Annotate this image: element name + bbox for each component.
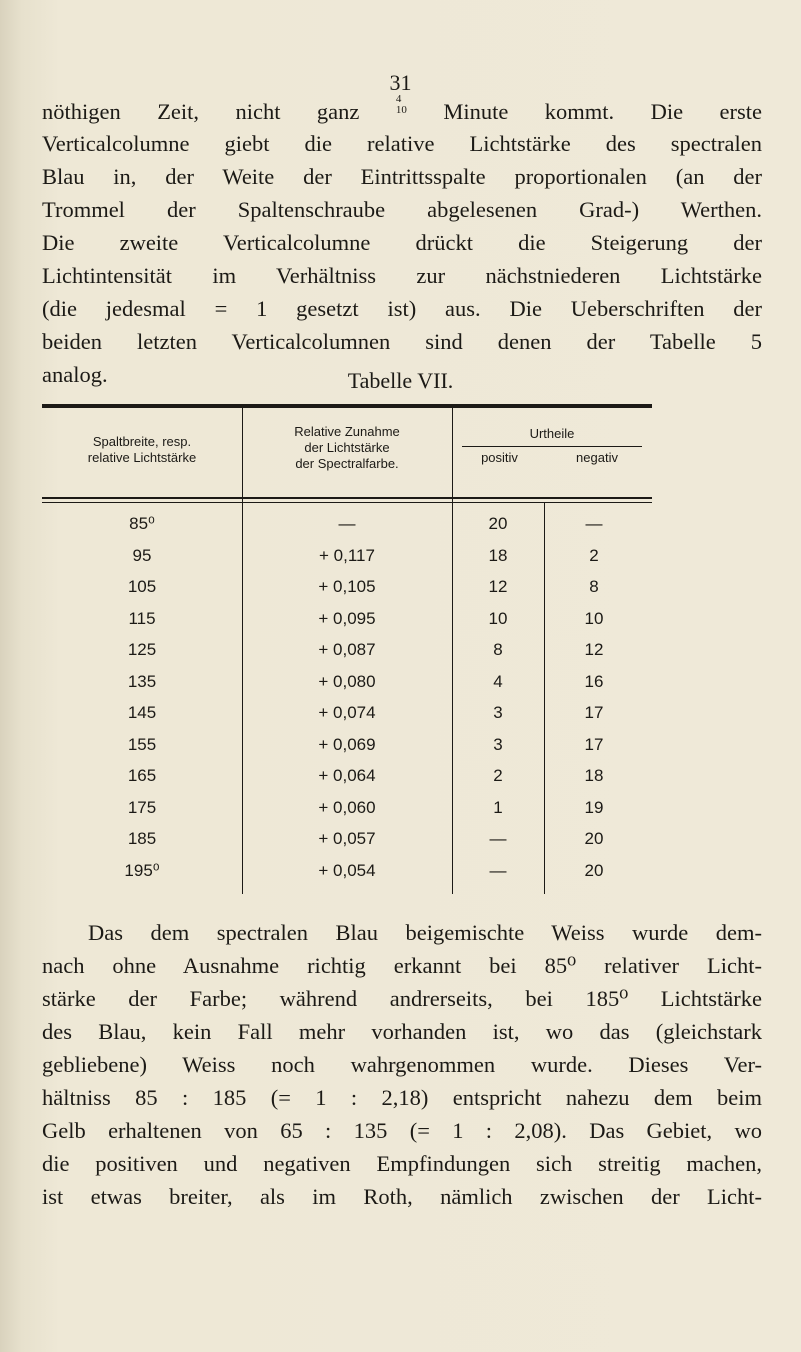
outro-paragraph bbox=[42, 916, 762, 1213]
cell-negativ: — bbox=[585, 514, 603, 533]
cell-negativ: 17 bbox=[584, 703, 604, 722]
cell-positiv: 2 bbox=[493, 766, 503, 785]
cell-positiv: — bbox=[489, 860, 507, 880]
intro-line: beiden letzten Verticalcolumnen sind denen der Tabelle 5 bbox=[42, 329, 762, 354]
intro-line: Blau in, der Weite der Eintrittsspalte proportionalen (an der bbox=[42, 164, 762, 189]
cell-zunahme: + 0,087 bbox=[318, 640, 376, 659]
cell-negativ: 2 bbox=[589, 545, 599, 565]
cell-negativ: 19 bbox=[584, 797, 604, 817]
header-text: Relative Zunahme bbox=[294, 424, 400, 439]
cell-zunahme: + 0,117 bbox=[319, 545, 375, 565]
cell-spaltbreite: 115 bbox=[128, 608, 156, 628]
table-row bbox=[42, 577, 652, 611]
cell-negativ: 18 bbox=[584, 766, 604, 785]
outro-line: stärke der Farbe; während andrerseits, bei 185⁰ Lichtstärke bbox=[42, 986, 762, 1011]
table-row bbox=[42, 861, 652, 895]
table-title: Tabelle VII. bbox=[347, 368, 454, 393]
intro-line: Verticalcolumne giebt die relative Lichtstärke des spectralen bbox=[42, 131, 762, 156]
cell-zunahme: — bbox=[338, 514, 356, 533]
cell-zunahme: + 0,064 bbox=[318, 766, 376, 785]
cell-zunahme: + 0,074 bbox=[318, 703, 376, 722]
table-row bbox=[42, 798, 652, 832]
cell-zunahme: + 0,095 bbox=[318, 608, 376, 628]
cell-spaltbreite: 165 bbox=[127, 766, 157, 785]
table-row bbox=[42, 640, 652, 674]
cell-positiv: 3 bbox=[493, 734, 503, 754]
cell-spaltbreite: 145 bbox=[127, 703, 157, 722]
cell-spaltbreite: 195⁰ bbox=[124, 860, 160, 880]
cell-zunahme: + 0,060 bbox=[318, 797, 376, 817]
cell-negativ: 10 bbox=[584, 608, 604, 628]
outro-line: gebliebene) Weiss noch wahrgenommen wurde. Dieses Ver- bbox=[42, 1052, 762, 1077]
cell-positiv: 1 bbox=[493, 797, 503, 817]
outro-line: Gelb erhaltenen von 65 : 135 (= 1 : 2,08). Das Gebiet, wo bbox=[42, 1118, 762, 1143]
table-row bbox=[42, 514, 652, 548]
header-spaltbreite bbox=[42, 434, 242, 466]
cell-negativ: 20 bbox=[584, 860, 604, 880]
intro-line: Die zweite Verticalcolumne drückt die Steigerung der bbox=[42, 230, 762, 255]
cell-spaltbreite: 135 bbox=[127, 671, 157, 691]
intro-paragraph bbox=[42, 94, 762, 391]
table-row bbox=[42, 766, 652, 800]
cell-spaltbreite: 175 bbox=[127, 797, 157, 817]
header-text: der Lichtstärke bbox=[304, 440, 390, 455]
cell-negativ: 17 bbox=[584, 734, 604, 754]
cell-zunahme: + 0,054 bbox=[318, 860, 376, 880]
cell-spaltbreite: 155 bbox=[127, 734, 157, 754]
table-row bbox=[42, 546, 652, 580]
cell-zunahme: + 0,080 bbox=[318, 671, 376, 691]
outro-line: die positiven und negativen Empfindungen sich streitig machen, bbox=[42, 1151, 762, 1176]
table-row bbox=[42, 829, 652, 863]
table-header-rule bbox=[42, 497, 652, 499]
cell-negativ: 20 bbox=[584, 829, 604, 848]
intro-line: analog. bbox=[42, 362, 108, 387]
cell-zunahme: + 0,057 bbox=[318, 829, 376, 848]
cell-negativ: 12 bbox=[584, 640, 604, 659]
cell-positiv: 20 bbox=[488, 514, 508, 533]
cell-spaltbreite: 125 bbox=[127, 640, 157, 659]
outro-line: hältniss 85 : 185 (= 1 : 2,18) entspricht nahezu dem beim bbox=[42, 1085, 762, 1110]
cell-zunahme: + 0,069 bbox=[318, 734, 376, 754]
cell-positiv: 8 bbox=[493, 640, 503, 659]
outro-line: des Blau, kein Fall mehr vorhanden ist, wo das (gleichstark bbox=[42, 1019, 762, 1044]
fraction bbox=[396, 94, 407, 116]
cell-positiv: 18 bbox=[488, 545, 508, 565]
cell-spaltbreite: 85⁰ bbox=[129, 514, 155, 533]
intro-line: (die jedesmal = 1 gesetzt ist) aus. Die Ueberschriften der bbox=[42, 296, 762, 321]
fraction-numerator: 4 bbox=[395, 93, 402, 105]
header-text: Spaltbreite, resp. bbox=[92, 434, 192, 449]
cell-spaltbreite: 95 bbox=[132, 545, 152, 565]
cell-negativ: 16 bbox=[584, 671, 604, 691]
header-positiv: positiv bbox=[481, 450, 518, 465]
outro-line: ist etwas breiter, als im Roth, nämlich zwischen der Licht- bbox=[42, 1184, 762, 1209]
header-urtheile: Urtheile bbox=[529, 426, 575, 441]
cell-positiv: 10 bbox=[488, 608, 508, 628]
cell-positiv: 4 bbox=[493, 671, 503, 691]
intro-line: Trommel der Spaltenschraube abgelesenen Grad-) Werthen. bbox=[42, 197, 762, 222]
header-negativ: negativ bbox=[576, 450, 618, 465]
intro-line-1-start: nöthigen Zeit, nicht ganz bbox=[42, 99, 360, 124]
header-brace bbox=[462, 446, 642, 447]
outro-line: nach ohne Ausnahme richtig erkannt bei 85⁰ relativer Licht- bbox=[42, 953, 762, 978]
cell-negativ: 8 bbox=[589, 577, 599, 596]
cell-spaltbreite: 105 bbox=[127, 577, 157, 596]
table-row bbox=[42, 703, 652, 737]
table-row bbox=[42, 735, 652, 769]
cell-positiv: 3 bbox=[493, 703, 503, 722]
cell-zunahme: + 0,105 bbox=[318, 577, 376, 596]
table-row bbox=[42, 609, 652, 643]
page-number: 31 bbox=[389, 70, 412, 95]
cell-positiv: 12 bbox=[488, 577, 508, 596]
cell-positiv: — bbox=[489, 829, 507, 848]
cell-spaltbreite: 185 bbox=[127, 829, 157, 848]
intro-line: Lichtintensität im Verhältniss zur nächstniederen Lichtstärke bbox=[42, 263, 762, 288]
fraction-denominator: 10 bbox=[395, 104, 407, 116]
table-top-rule bbox=[42, 404, 652, 408]
table-row bbox=[42, 672, 652, 706]
header-relative-zunahme bbox=[242, 424, 452, 472]
intro-line-1 bbox=[42, 94, 762, 127]
header-text: relative Lichtstärke bbox=[87, 450, 197, 465]
outro-line: Das dem spectralen Blau beigemischte Weiss wurde dem- bbox=[88, 920, 762, 945]
header-text: der Spectralfarbe. bbox=[295, 456, 399, 471]
table-header-rule-thin bbox=[42, 502, 652, 503]
intro-line-1-end: Minute kommt. Die erste bbox=[443, 99, 763, 124]
